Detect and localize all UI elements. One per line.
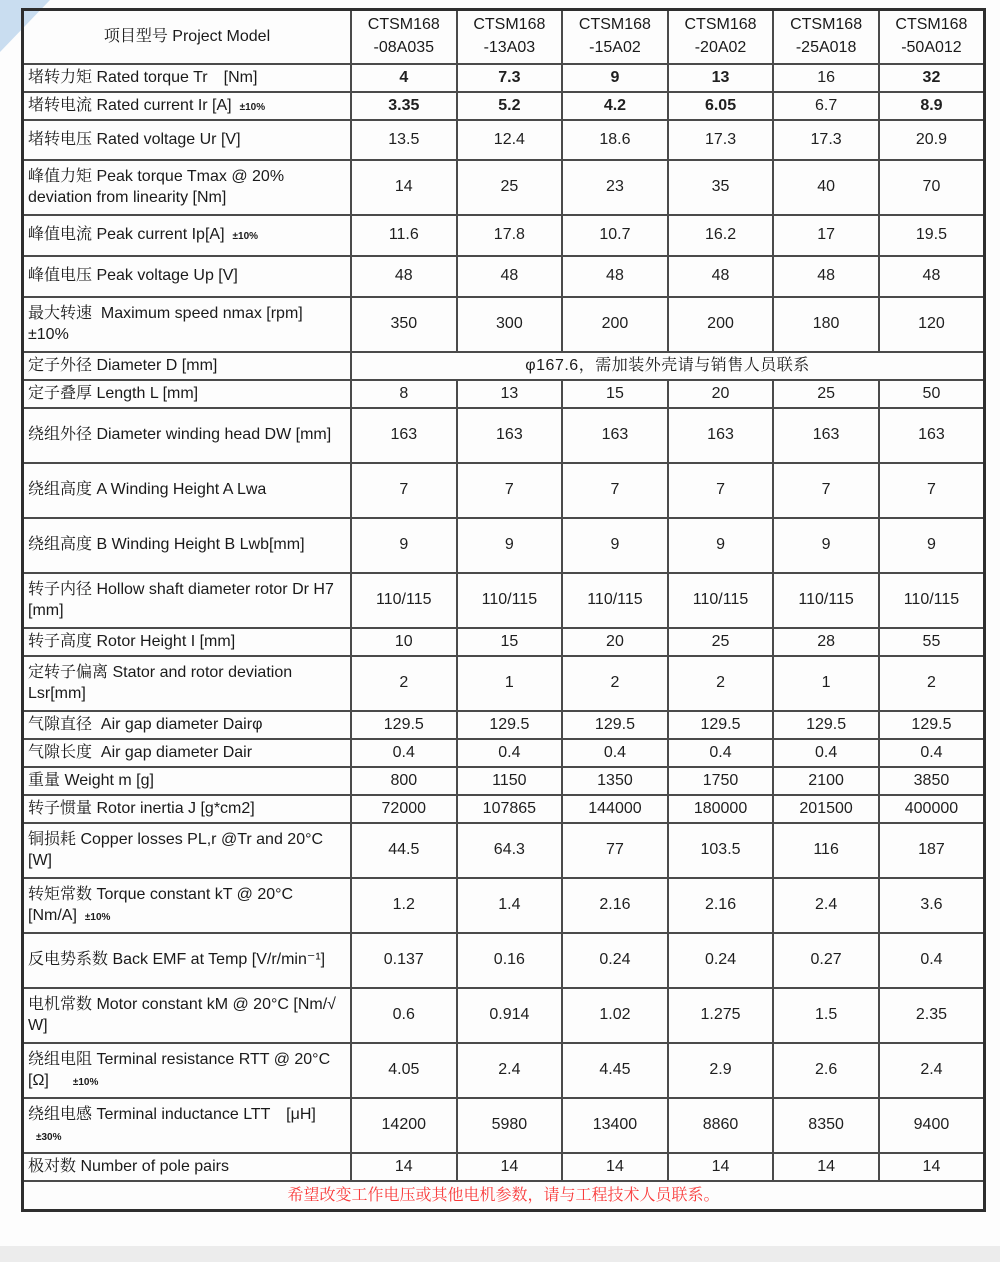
spec-value: 14 [668, 1153, 774, 1181]
spec-value: 9 [351, 518, 457, 573]
spec-value: 163 [351, 408, 457, 463]
spec-value: 7 [562, 463, 668, 518]
spec-value: 7 [457, 463, 563, 518]
spec-value: 14 [562, 1153, 668, 1181]
spec-value: 200 [562, 297, 668, 352]
spec-value: 17 [773, 215, 879, 256]
spec-value: 5980 [457, 1098, 563, 1153]
spec-value: 35 [668, 160, 774, 215]
spec-value: 116 [773, 823, 879, 878]
spec-value: 13 [668, 64, 774, 92]
spec-row [23, 573, 985, 628]
spec-row [23, 160, 985, 215]
spec-value: 48 [562, 256, 668, 297]
spec-value: 163 [879, 408, 985, 463]
merged-note: φ167.6，需加装外壳请与销售人员联系 [351, 352, 985, 380]
spec-value: 15 [562, 380, 668, 408]
spec-value: 50 [879, 380, 985, 408]
spec-value: 0.27 [773, 933, 879, 988]
spec-value: 2.16 [668, 878, 774, 933]
spec-value: 129.5 [351, 711, 457, 739]
spec-value: 48 [773, 256, 879, 297]
spec-row [23, 656, 985, 711]
spec-value: 48 [351, 256, 457, 297]
header-row [23, 10, 985, 64]
spec-value: 1 [773, 656, 879, 711]
spec-row [23, 823, 985, 878]
spec-value: 129.5 [879, 711, 985, 739]
spec-value: 350 [351, 297, 457, 352]
row-label: 定子外径 Diameter D [mm] [23, 352, 352, 380]
spec-value: 110/115 [351, 573, 457, 628]
spec-value: 0.914 [457, 988, 563, 1043]
spec-value: 6.05 [668, 92, 774, 120]
spec-value: 0.4 [773, 739, 879, 767]
row-label: 绕组电阻 Terminal resistance RTT @ 20°C [Ω] ±10% [23, 1043, 352, 1098]
spec-value: 2.16 [562, 878, 668, 933]
spec-value: 72000 [351, 795, 457, 823]
spec-value: 13400 [562, 1098, 668, 1153]
spec-value: 6.7 [773, 92, 879, 120]
spec-value: 0.4 [562, 739, 668, 767]
spec-value: 5.2 [457, 92, 563, 120]
spec-value: 163 [773, 408, 879, 463]
model-column-header: CTSM168 -20A02 [668, 10, 774, 64]
spec-value: 0.24 [668, 933, 774, 988]
spec-value: 14200 [351, 1098, 457, 1153]
row-label: 转矩常数 Torque constant kT @ 20°C [Nm/A] ±10% [23, 878, 352, 933]
spec-value: 3.35 [351, 92, 457, 120]
spec-value: 9 [457, 518, 563, 573]
footer-note: 希望改变工作电压或其他电机参数，请与工程技术人员联系。 [23, 1181, 985, 1211]
spec-value: 20 [668, 380, 774, 408]
spec-value: 19.5 [879, 215, 985, 256]
spec-row [23, 933, 985, 988]
spec-value: 12.4 [457, 120, 563, 160]
spec-row [23, 297, 985, 352]
header-project-model: 项目型号 Project Model [23, 10, 352, 64]
spec-value: 110/115 [879, 573, 985, 628]
spec-value: 3850 [879, 767, 985, 795]
spec-value: 18.6 [562, 120, 668, 160]
spec-value: 44.5 [351, 823, 457, 878]
model-column-header: CTSM168 -50A012 [879, 10, 985, 64]
spec-value: 400000 [879, 795, 985, 823]
spec-value: 64.3 [457, 823, 563, 878]
spec-value: 17.3 [668, 120, 774, 160]
spec-row [23, 1153, 985, 1181]
spec-value: 0.4 [457, 739, 563, 767]
spec-value: 25 [668, 628, 774, 656]
spec-value: 1350 [562, 767, 668, 795]
model-column-header: CTSM168 -08A035 [351, 10, 457, 64]
spec-value: 2 [879, 656, 985, 711]
spec-value: 32 [879, 64, 985, 92]
spec-row [23, 878, 985, 933]
spec-value: 28 [773, 628, 879, 656]
spec-value: 2 [668, 656, 774, 711]
spec-value: 180000 [668, 795, 774, 823]
spec-value: 48 [457, 256, 563, 297]
spec-value: 10 [351, 628, 457, 656]
spec-value: 144000 [562, 795, 668, 823]
spec-value: 163 [668, 408, 774, 463]
spec-value: 70 [879, 160, 985, 215]
spec-value: 800 [351, 767, 457, 795]
spec-value: 14 [457, 1153, 563, 1181]
spec-value: 8860 [668, 1098, 774, 1153]
row-label: 极对数 Number of pole pairs [23, 1153, 352, 1181]
spec-value: 163 [457, 408, 563, 463]
spec-value: 9 [773, 518, 879, 573]
tolerance-note: ±10% [84, 912, 111, 923]
spec-value: 1.2 [351, 878, 457, 933]
spec-value: 8 [351, 380, 457, 408]
spec-row [23, 64, 985, 92]
spec-value: 110/115 [668, 573, 774, 628]
tolerance-note: ±10% [239, 101, 266, 113]
spec-value: 20 [562, 628, 668, 656]
spec-value: 16.2 [668, 215, 774, 256]
spec-value: 129.5 [668, 711, 774, 739]
spec-value: 129.5 [773, 711, 879, 739]
row-label: 气隙直径 Air gap diameter Dairφ [23, 711, 352, 739]
spec-value: 0.4 [879, 739, 985, 767]
spec-value: 7 [668, 463, 774, 518]
spec-value: 103.5 [668, 823, 774, 878]
spec-value: 9 [562, 64, 668, 92]
spec-value: 7 [879, 463, 985, 518]
spec-value: 0.137 [351, 933, 457, 988]
spec-value: 3.6 [879, 878, 985, 933]
row-label: 峰值电压 Peak voltage Up [V] [23, 256, 352, 297]
spec-value: 2.4 [773, 878, 879, 933]
spec-value: 0.24 [562, 933, 668, 988]
spec-value: 1750 [668, 767, 774, 795]
row-label: 铜损耗 Copper losses PL,r @Tr and 20°C [W] [23, 823, 352, 878]
spec-value: 20.9 [879, 120, 985, 160]
spec-value: 129.5 [457, 711, 563, 739]
spec-row [23, 711, 985, 739]
motor-spec-table [21, 8, 986, 1212]
spec-value: 7 [773, 463, 879, 518]
spec-value: 9400 [879, 1098, 985, 1153]
tolerance-note: ±30% [36, 1132, 62, 1143]
spec-row [23, 92, 985, 120]
spec-value: 2.35 [879, 988, 985, 1043]
spec-value: 0.6 [351, 988, 457, 1043]
spec-value: 9 [562, 518, 668, 573]
spec-value: 0.4 [351, 739, 457, 767]
spec-value: 13.5 [351, 120, 457, 160]
row-label: 最大转速 Maximum speed nmax [rpm] ±10% [23, 297, 352, 352]
spec-value: 187 [879, 823, 985, 878]
row-label: 气隙长度 Air gap diameter Dair [23, 739, 352, 767]
spec-row [23, 352, 985, 380]
spec-row [23, 1043, 985, 1098]
spec-value: 8350 [773, 1098, 879, 1153]
spec-value: 9 [668, 518, 774, 573]
row-label: 堵转电流 Rated current Ir [A] ±10% [23, 92, 352, 120]
spec-value: 163 [562, 408, 668, 463]
tolerance-note: ±10% [72, 1077, 99, 1088]
spec-value: 300 [457, 297, 563, 352]
row-label: 转子惯量 Rotor inertia J [g*cm2] [23, 795, 352, 823]
spec-value: 48 [879, 256, 985, 297]
page-bottom-strip [0, 1246, 1000, 1262]
row-label: 定子叠厚 Length L [mm] [23, 380, 352, 408]
row-label: 重量 Weight m [g] [23, 767, 352, 795]
spec-value: 17.3 [773, 120, 879, 160]
footer-row [23, 1181, 985, 1211]
spec-row [23, 628, 985, 656]
spec-value: 1150 [457, 767, 563, 795]
spec-row [23, 120, 985, 160]
spec-value: 7.3 [457, 64, 563, 92]
spec-value: 40 [773, 160, 879, 215]
spec-value: 0.16 [457, 933, 563, 988]
spec-value: 14 [879, 1153, 985, 1181]
spec-value: 11.6 [351, 215, 457, 256]
spec-value: 180 [773, 297, 879, 352]
spec-row [23, 463, 985, 518]
spec-value: 2 [351, 656, 457, 711]
spec-value: 10.7 [562, 215, 668, 256]
row-label: 绕组外径 Diameter winding head DW [mm] [23, 408, 352, 463]
spec-value: 1 [457, 656, 563, 711]
spec-row [23, 739, 985, 767]
row-label: 绕组电感 Terminal inductance LTT [μH]±30% [23, 1098, 352, 1153]
row-label: 反电势系数 Back EMF at Temp [V/r/min⁻¹] [23, 933, 352, 988]
spec-row [23, 256, 985, 297]
spec-value: 4.2 [562, 92, 668, 120]
spec-value: 107865 [457, 795, 563, 823]
spec-value: 23 [562, 160, 668, 215]
row-label: 堵转力矩 Rated torque Tr [Nm] [23, 64, 352, 92]
spec-value: 9 [879, 518, 985, 573]
row-label: 绕组高度 B Winding Height B Lwb[mm] [23, 518, 352, 573]
spec-value: 15 [457, 628, 563, 656]
row-label: 峰值力矩 Peak torque Tmax @ 20% deviation from linearity [Nm] [23, 160, 352, 215]
spec-value: 14 [351, 160, 457, 215]
spec-value: 1.5 [773, 988, 879, 1043]
spec-value: 8.9 [879, 92, 985, 120]
spec-value: 77 [562, 823, 668, 878]
spec-value: 201500 [773, 795, 879, 823]
spec-value: 110/115 [457, 573, 563, 628]
spec-value: 4.45 [562, 1043, 668, 1098]
spec-row [23, 767, 985, 795]
spec-row [23, 408, 985, 463]
row-label: 转子内径 Hollow shaft diameter rotor Dr H7 [mm] [23, 573, 352, 628]
spec-value: 25 [773, 380, 879, 408]
spec-row [23, 1098, 985, 1153]
spec-row [23, 380, 985, 408]
tolerance-note: ±10% [232, 231, 259, 243]
spec-value: 1.4 [457, 878, 563, 933]
model-column-header: CTSM168 -15A02 [562, 10, 668, 64]
row-label: 转子高度 Rotor Height I [mm] [23, 628, 352, 656]
spec-value: 25 [457, 160, 563, 215]
spec-value: 2.4 [457, 1043, 563, 1098]
spec-value: 13 [457, 380, 563, 408]
spec-value: 2.9 [668, 1043, 774, 1098]
row-label: 堵转电压 Rated voltage Ur [V] [23, 120, 352, 160]
row-label: 绕组高度 A Winding Height A Lwa [23, 463, 352, 518]
spec-value: 17.8 [457, 215, 563, 256]
spec-value: 14 [351, 1153, 457, 1181]
spec-row [23, 215, 985, 256]
spec-value: 2.4 [879, 1043, 985, 1098]
row-label: 电机常数 Motor constant kM @ 20°C [Nm/√ W] [23, 988, 352, 1043]
spec-value: 110/115 [773, 573, 879, 628]
spec-row [23, 795, 985, 823]
spec-row [23, 518, 985, 573]
spec-value: 200 [668, 297, 774, 352]
spec-value: 0.4 [668, 739, 774, 767]
spec-value: 2 [562, 656, 668, 711]
model-column-header: CTSM168 -25A018 [773, 10, 879, 64]
row-label: 峰值电流 Peak current Ip[A] ±10% [23, 215, 352, 256]
spec-value: 4.05 [351, 1043, 457, 1098]
spec-value: 120 [879, 297, 985, 352]
spec-value: 110/115 [562, 573, 668, 628]
spec-value: 55 [879, 628, 985, 656]
spec-value: 16 [773, 64, 879, 92]
spec-value: 0.4 [879, 933, 985, 988]
spec-value: 1.275 [668, 988, 774, 1043]
model-column-header: CTSM168 -13A03 [457, 10, 563, 64]
spec-value: 48 [668, 256, 774, 297]
spec-value: 129.5 [562, 711, 668, 739]
spec-value: 2.6 [773, 1043, 879, 1098]
spec-value: 7 [351, 463, 457, 518]
spec-value: 1.02 [562, 988, 668, 1043]
spec-row [23, 988, 985, 1043]
row-label: 定转子偏离 Stator and rotor deviation Lsr[mm] [23, 656, 352, 711]
spec-value: 4 [351, 64, 457, 92]
spec-value: 2100 [773, 767, 879, 795]
spec-value: 14 [773, 1153, 879, 1181]
